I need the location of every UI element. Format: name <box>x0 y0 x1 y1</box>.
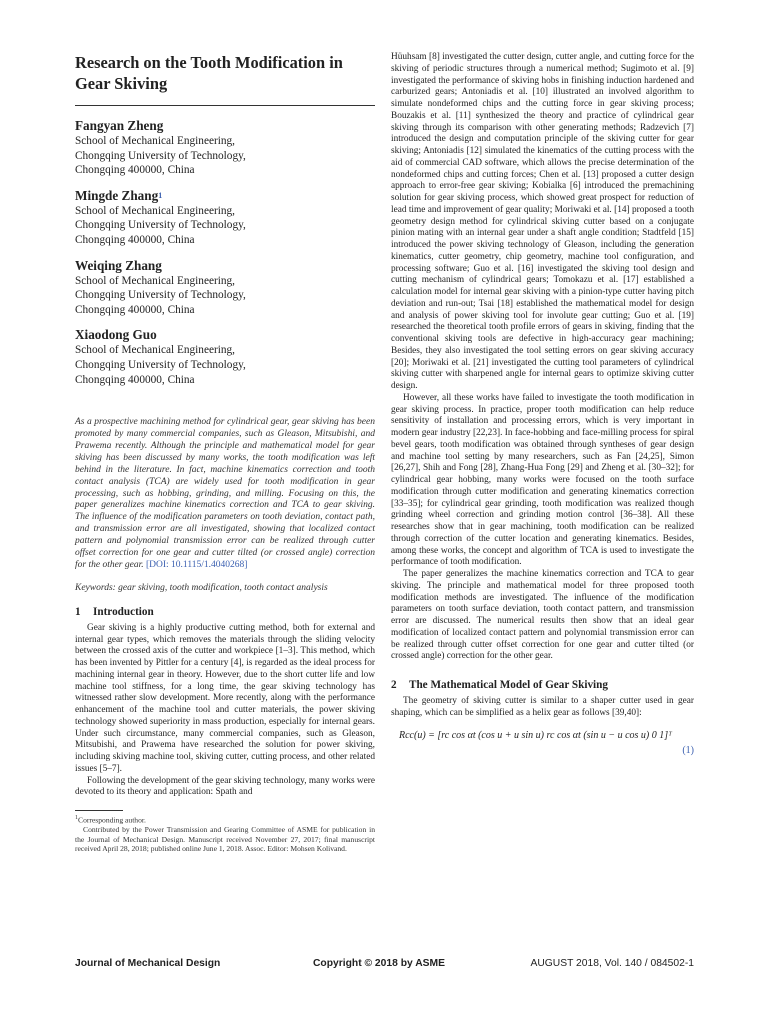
equation-body: Rcc(u) = [rc cos αt (cos u + u sin u) rc cos αt (sin u − u cos u) 0 1]ᵀ <box>399 729 672 741</box>
abstract <box>75 417 375 572</box>
footnote: $^1$Corresponding author. Contributed by the Power Transmission and Gearing Committee of ASME for publication in the Journal of Mechanical Design. Manuscript received November 27, 2017; final manuscript received April 28, 2018; published online June 1, 2018. Assoc. Editor: Mohsen Kolivand. <box>75 815 375 854</box>
body-paragraph: The paper generalizes the machine kinematics correction and TCA to gear skiving. The principle and mathematical model for three proposed tooth modification methods are investigated. The influence of the modification parameters on tooth surface deviation, tooth contact pattern, and transmission error are discussed. The numerical results then show that an ideal gear modification of localized contact pattern and polynomial transmission error can be realized through cutter offset correction for one gear and cutter tilted (or crossed angle) correction for the other gear. <box>391 569 694 662</box>
author-block <box>75 188 375 248</box>
body-paragraph: Hüuhsam [8] investigated the cutter design, cutter angle, and cutting force for the skiving of periodic structures through a numerical method; Sugimoto et al. [9] investigated the performance of skiving hobs in finishing induction hardened and carburized gears; Antoniadis et al. [10] illustrated an involved algorithm to simulate nondeformed chips and the cutting force in gear skiving process; Bouzakis et al. [11] synthesized the theory and practice of cylindrical gear skiving through its comparison with other generating methods; Radzevich [7] introduced the design and computation principle of the skiving cutter for gear skiving; Antoniadis [12] simulated the kinematics of the cutting process with the aid of commercial CAD software, which allows the precise determination of the nondeformed chips and cutting forces; Chen et al. [13] proposed a cutter design approach to error-free gear skiving; Kobialka [6] introduced the premachining solution for gear skiving process, which showed great prospect for reduction of lead time and improvement of gear quality; Moriwaki et al. [14] proposed a tooth geometry design method for cylindrical skiving cutter based on a conjugate pinion mating with an internal gear under a shaft angle condition; Stadtfeld [15] introduced the power skiving technology of Gleason, including the generation kinematics, cutter geometry, chip geometry, machine tool configuration, and processing software; Guo et al. [16] investigated the skiving tool design and cutting mechanism of cylindrical gears; Tomokazu et al. [17] established a calculation model for internal gear skiving with a pinion-type cutter having pitch deviation and run-out; Tsai [18] established the mathematical model for design and analysis of power skiving tool for involute gear cutting; Guo et al. [19] researched the theoretical tooth profile errors of gears in skiving, finding that the conventional skiving tools are defective in high-accuracy gear machining; Besides, they also investigated the tool setting errors on gear skiving accuracy [20]; Moriwaki et al. [21] investigated the cutting tool parameters of cylindrical skiving cutter with sharpened angle for internal gears to optimize skiving cutter design. <box>391 52 694 391</box>
author-affiliation-line: School of Mechanical Engineering, <box>75 274 235 287</box>
copyright-notice: Copyright © 2018 by ASME <box>313 958 445 969</box>
author-affiliation-line: School of Mechanical Engineering, <box>75 204 235 217</box>
author-name: Mingde Zhang$^1$ <box>75 187 163 203</box>
journal-name: Journal of Mechanical Design <box>75 958 221 969</box>
footnote-divider <box>75 810 123 811</box>
author-block <box>75 327 375 387</box>
section-heading: 1 Introduction <box>75 605 154 618</box>
doi-link[interactable]: [DOI: 10.1115/1.4040268] <box>145 560 248 570</box>
corresponding-author-marker[interactable]: 1 <box>158 190 163 200</box>
author-affiliation-line: Chongqing University of Technology, <box>75 149 246 162</box>
author-block <box>75 118 375 178</box>
abstract-text: As a prospective machining method for cylindrical gear, gear skiving has been promoted by many commercial companies, such as Gleason, Mitsubishi, and Prawema recently. Although the principle and mathematical model for gear skiving has been discussed by many works, the tooth modification was left behind in the literature. In fact, machine kinematics correction and tooth contact analysis (TCA) are widely used for tooth modification in gear processing, such as hobbing, grinding, and milling. Focusing on this, the paper generalizes machine kinematics correction and TCA to gear skiving. The influence of the modification parameters on tooth deviation, contact path, and transmission error are all investigated, showing that localized contact pattern and polynomial transmission error can be realized through cutter offset correction for one gear and cutter tilted (or crossed angle) correction for the other gear. <box>75 417 375 570</box>
title-divider <box>75 105 375 106</box>
body-paragraph: Following the development of the gear skiving technology, many works were devoted to its theory and application: Spath and <box>75 775 375 798</box>
author-affiliation-line: Chongqing 400000, China <box>75 164 195 177</box>
author-block <box>75 258 375 318</box>
author-affiliation-line: Chongqing University of Technology, <box>75 358 246 371</box>
author-affiliation-line: School of Mechanical Engineering, <box>75 344 235 357</box>
keywords: Keywords: gear skiving, tooth modification, tooth contact analysis <box>75 582 328 593</box>
paper-title: Research on the Tooth Modification in Gear Skiving <box>75 53 343 93</box>
issue-info: AUGUST 2018, Vol. 140 / 084502-1 <box>530 958 694 969</box>
author-affiliation-line: Chongqing University of Technology, <box>75 289 246 302</box>
body-paragraph: Gear skiving is a highly productive cutting method, both for external and internal gear types, which removes the materials through the sliding velocity between the crossed axis of the cutter and workpiece [1–3]. This method, which has been invented by Pittler for a century [4], is regarded as the ideal process for machining internal gear in theory. However, due to the short cutter life and low machine tool stiffness, for a long time, the gear skiving technology has witnessed rather slow development. More recently, along with the performance enhancement of the machine tool and cutter materials, the power skiving technology showed superiority in mass production, especially for internal gears. Under such circumstance, many commercial companies, such as Gleason, Mitsubishi, and Prawema have researched the solution for power skiving, including skiving machine tool, skiving cutter, cutting process, and other related issues [5–7]. <box>75 622 375 774</box>
right-column <box>391 52 694 758</box>
author-affiliation-line: School of Mechanical Engineering, <box>75 135 235 147</box>
body-paragraph: However, all these works have failed to investigate the tooth modification in gear skiving process. In practice, proper tooth modification can help reduce sensitivity of installation and processing errors, which is very important in modern gear industry [22,23]. In face-hobbing and face-milling process for spiral bevel gears, tooth modification was obtained through syntheses of gear design and machine tool setting by many researchers, such as Fan [24,25], Simon [26,27], Shih and Fong [28], Zhang-Hua Fong [29] and Zheng et al. [30–32]; for cylindrical gear hobbing, many works were focused on the tooth surface modification through cutter modification and generating kinematics correction [33–35]; for cylindrical gear grinding, tooth modification was realized though grinding wheel correction and grinding motion control [36–38]. All these researches show that in gear machining, tooth modification can be realized through correction of the cutter location and generating kinematics. Besides, among these works, the concept and algorithm of TCA is used to investigate the performance of tooth modification. <box>391 392 694 568</box>
left-column <box>75 52 375 854</box>
body-paragraph: The geometry of skiving cutter is similar to a shaper cutter used in gear shaping, which can be simplified as a helix gear as follows [39,40]: <box>391 696 694 718</box>
equation-number[interactable]: (1) <box>682 744 694 756</box>
author-name: Fangyan Zheng <box>75 118 164 133</box>
author-name: Weiqing Zhang <box>75 257 162 273</box>
page-footer <box>75 958 694 972</box>
section-heading: 2 The Mathematical Model of Gear Skiving <box>391 679 608 691</box>
author-name: Xiaodong Guo <box>75 327 157 343</box>
author-affiliation-line: Chongqing University of Technology, <box>75 219 246 232</box>
author-affiliation-line: Chongqing 400000, China <box>75 233 195 246</box>
equation <box>391 730 694 758</box>
author-affiliation-line: Chongqing 400000, China <box>75 303 195 316</box>
author-affiliation-line: Chongqing 400000, China <box>75 373 195 386</box>
